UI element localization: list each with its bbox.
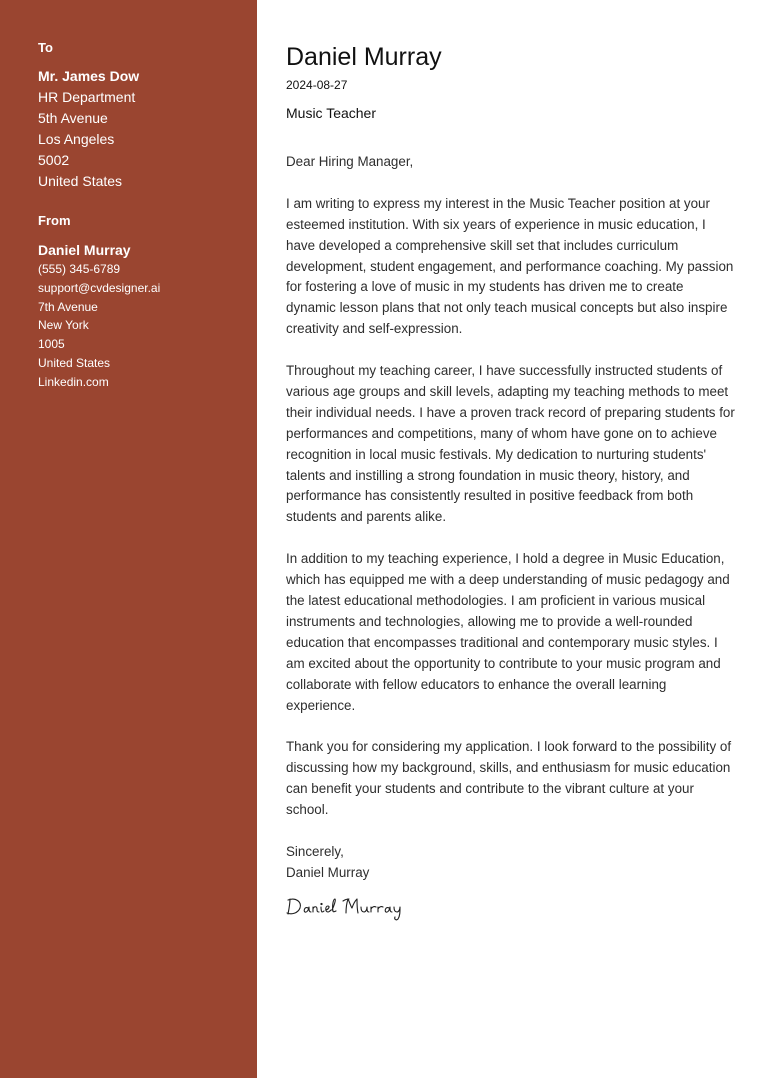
paragraph-1: I am writing to express my interest in the Music Teacher position at your esteemed institution. With six years of experience in music education, I have developed a comprehensive skill set that includes curriculum development, student engagement, and performance coaching. My passion for fostering a love of music in my students has driven me to create dynamic lesson plans that not only teach musical concepts but also inspire creativity and self-expression.: [286, 195, 734, 337]
salutation: Dear Hiring Manager,: [286, 154, 414, 169]
sender-zip: 1005: [38, 337, 65, 352]
letter-body: [286, 152, 736, 884]
author-name: Daniel Murray: [286, 43, 442, 71]
job-title: Music Teacher: [286, 105, 377, 121]
recipient-department: HR Department: [38, 89, 136, 105]
paragraph-3: In addition to my teaching experience, I hold a degree in Music Education, which has equipped me with a deep understanding of music pedagogy and the latest educational methodologies. I am proficient in various musical instruments and technologies, allowing me to provide a well-rounded education that encompasses traditional and contemporary music styles. I am excited about the opportunity to contribute to your music program and collaborate with fellow educators to enhance the overall learning experience.: [286, 551, 730, 713]
closing: Sincerely,: [286, 843, 344, 859]
sender-name: Daniel Murray: [38, 242, 131, 258]
recipient-country: United States: [38, 173, 123, 189]
letter-date: 2024-08-27: [286, 78, 348, 92]
recipient-heading: To: [38, 40, 53, 55]
handwritten-signature: [286, 893, 426, 921]
sender-street: 7th Avenue: [38, 299, 98, 314]
sender-phone: (555) 345-6789: [38, 262, 121, 276]
sender-heading: From: [38, 213, 71, 228]
signoff-name: Daniel Murray: [286, 864, 370, 880]
recipient-street: 5th Avenue: [38, 110, 108, 126]
recipient-zip: 5002: [38, 152, 70, 168]
sender-country: United States: [38, 355, 111, 370]
sender-city: New York: [38, 318, 89, 333]
paragraph-2: Throughout my teaching career, I have successfully instructed students of various age groups and skill levels, adapting my teaching methods to meet their individual needs. I have a proven track record of preparing students for performances and competitions, many of whom have gone on to achieve recognition in local music festivals. My dedication to nurturing students' talents and instilling a strong foundation in music theory, history, and performance has consistently resulted in positive feedback from both students and parents alike.: [286, 363, 735, 525]
recipient-city: Los Angeles: [38, 131, 115, 147]
paragraph-4: Thank you for considering my application. I look forward to the possibility of discussing how my background, skills, and enthusiasm for music education can benefit your students and contribute to the vibrant culture at your school.: [286, 739, 732, 818]
recipient-name: Mr. James Dow: [38, 68, 140, 84]
sender-website: Linkedin.com: [38, 374, 109, 389]
recipient-block: [38, 66, 139, 192]
sender-email: support@cvdesigner.ai: [38, 280, 161, 295]
sidebar: [0, 0, 257, 1078]
sender-block: [38, 240, 160, 392]
